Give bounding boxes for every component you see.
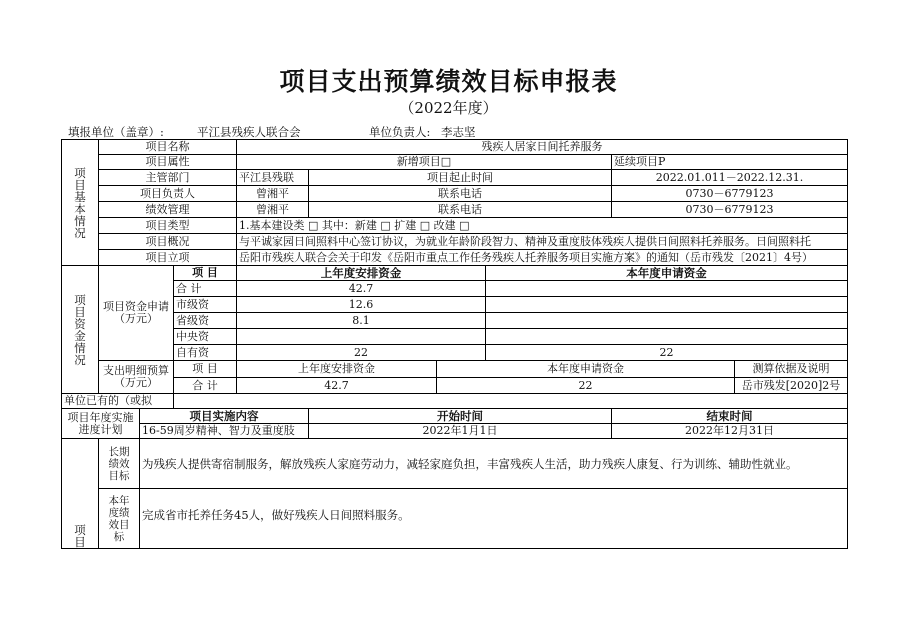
funds-row-curr: [486, 329, 848, 345]
schedule-content-header: 项目实施内容: [140, 409, 309, 424]
detail-curr-header: 本年度申请资金: [437, 361, 735, 378]
project-name-label: 项目名称: [99, 140, 237, 155]
period-label: 项目起止时间: [309, 170, 612, 186]
existing-value: [174, 394, 848, 409]
schedule-start-value: 2022年1月1日: [309, 424, 612, 439]
schedule-end-header: 结束时间: [612, 409, 848, 424]
funds-row-label: 市级资: [174, 297, 237, 313]
perf-label: 绩效管理: [99, 202, 237, 218]
basis-label: 项目立项: [99, 250, 237, 266]
schedule-start-header: 开始时间: [309, 409, 612, 424]
filler-head-value: 李志坚: [441, 125, 476, 139]
detail-prev-header: 上年度安排资金: [237, 361, 437, 378]
type-value: 1.基本建设类 □ 其中：新建 □ 扩建 □ 改建 □: [237, 218, 848, 234]
page-title: 项目支出预算绩效目标申报表: [279, 67, 618, 96]
overview-value: 与平诚家园日间照料中心签订协议，为就业年龄阶段智力、精神及重度肢体残疾人提供日间照料托养服务。日间照料托: [237, 234, 848, 250]
page-subtitle: （2022年度）: [399, 99, 498, 117]
leader-label: 项目负责人: [99, 186, 237, 202]
basis-value: 岳阳市残疾人联合会关于印发《岳阳市重点工作任务残疾人托养服务项目实施方案》的通知（岳市残发〔2021〕4号）: [237, 250, 848, 266]
schedule-label: 项目年度实施进度计划: [62, 409, 140, 439]
period-value: 2022.01.011－2022.12.31.: [612, 170, 848, 186]
funds-prev-header: 上年度安排资金: [237, 266, 486, 281]
project-attr-new: 新增项目□: [237, 155, 612, 170]
detail-basis-header: 测算依据及说明: [735, 361, 848, 378]
funds-row-prev: 12.6: [237, 297, 486, 313]
annual-goal-value: 完成省市托养任务45人，做好残疾人日间照料服务。: [140, 489, 848, 549]
perf-contact-label: 联系电话: [309, 202, 612, 218]
budget-form-table: [61, 139, 848, 549]
funds-row-curr: 22: [486, 345, 848, 361]
detail-total-label: 合 计: [174, 378, 237, 394]
long-term-goal-value: 为残疾人提供寄宿制服务，解放残疾人家庭劳动力，减轻家庭负担，丰富残疾人生活，助力残疾人康复、行为训练、辅助性就业。: [140, 439, 848, 489]
funds-row-prev: 8.1: [237, 313, 486, 329]
funds-row-curr: [486, 281, 848, 297]
detail-total-prev: 42.7: [237, 378, 437, 394]
filler-head-label: 单位负责人:: [369, 125, 431, 139]
basic-section-label: 项目基本情况: [62, 140, 99, 266]
funds-row-prev: 42.7: [237, 281, 486, 297]
funds-detail-label: 支出明细预算（万元）: [99, 361, 174, 394]
leader-contact-label: 联系电话: [309, 186, 612, 202]
type-label: 项目类型: [99, 218, 237, 234]
project-name-value: 残疾人居家日间托养服务: [237, 140, 848, 155]
funds-row-label: 合 计: [174, 281, 237, 297]
funds-row-curr: [486, 313, 848, 329]
funds-item-header: 项 目: [174, 266, 237, 281]
filler-unit-value: 平江县残疾人联合会: [197, 125, 301, 139]
overview-label: 项目概况: [99, 234, 237, 250]
funds-row-label: 自有资: [174, 345, 237, 361]
funds-section-label: 项目资金情况: [62, 266, 99, 394]
leader-phone: 0730－6779123: [612, 186, 848, 202]
detail-total-basis: 岳市残发[2020]2号: [735, 378, 848, 394]
schedule-content-value: 16-59周岁精神、智力及重度肢: [140, 424, 309, 439]
detail-item-header: 项 目: [174, 361, 237, 378]
perf-phone: 0730－6779123: [612, 202, 848, 218]
long-term-goal-label: 长期绩效目标: [99, 439, 140, 489]
annual-goal-label: 本年度绩效目标: [99, 489, 140, 549]
funds-row-prev: 22: [237, 345, 486, 361]
funds-curr-header: 本年度申请资金: [486, 266, 848, 281]
project-attr-label: 项目属性: [99, 155, 237, 170]
existing-label: 单位已有的（或拟: [62, 394, 174, 409]
funds-apply-label: 项目资金申请（万元）: [99, 266, 174, 361]
perf-value: 曾湘平: [237, 202, 309, 218]
goals-section-label: 项目: [62, 439, 99, 549]
funds-row-label: 中央资: [174, 329, 237, 345]
dept-label: 主管部门: [99, 170, 237, 186]
leader-value: 曾湘平: [237, 186, 309, 202]
funds-row-curr: [486, 297, 848, 313]
filler-unit-label: 填报单位（盖章）:: [68, 125, 164, 139]
project-attr-continuing: 延续项目P: [612, 155, 848, 170]
detail-total-curr: 22: [437, 378, 735, 394]
schedule-end-value: 2022年12月31日: [612, 424, 848, 439]
funds-row-label: 省级资: [174, 313, 237, 329]
funds-row-prev: [237, 329, 486, 345]
dept-value: 平江县残联: [237, 170, 309, 186]
